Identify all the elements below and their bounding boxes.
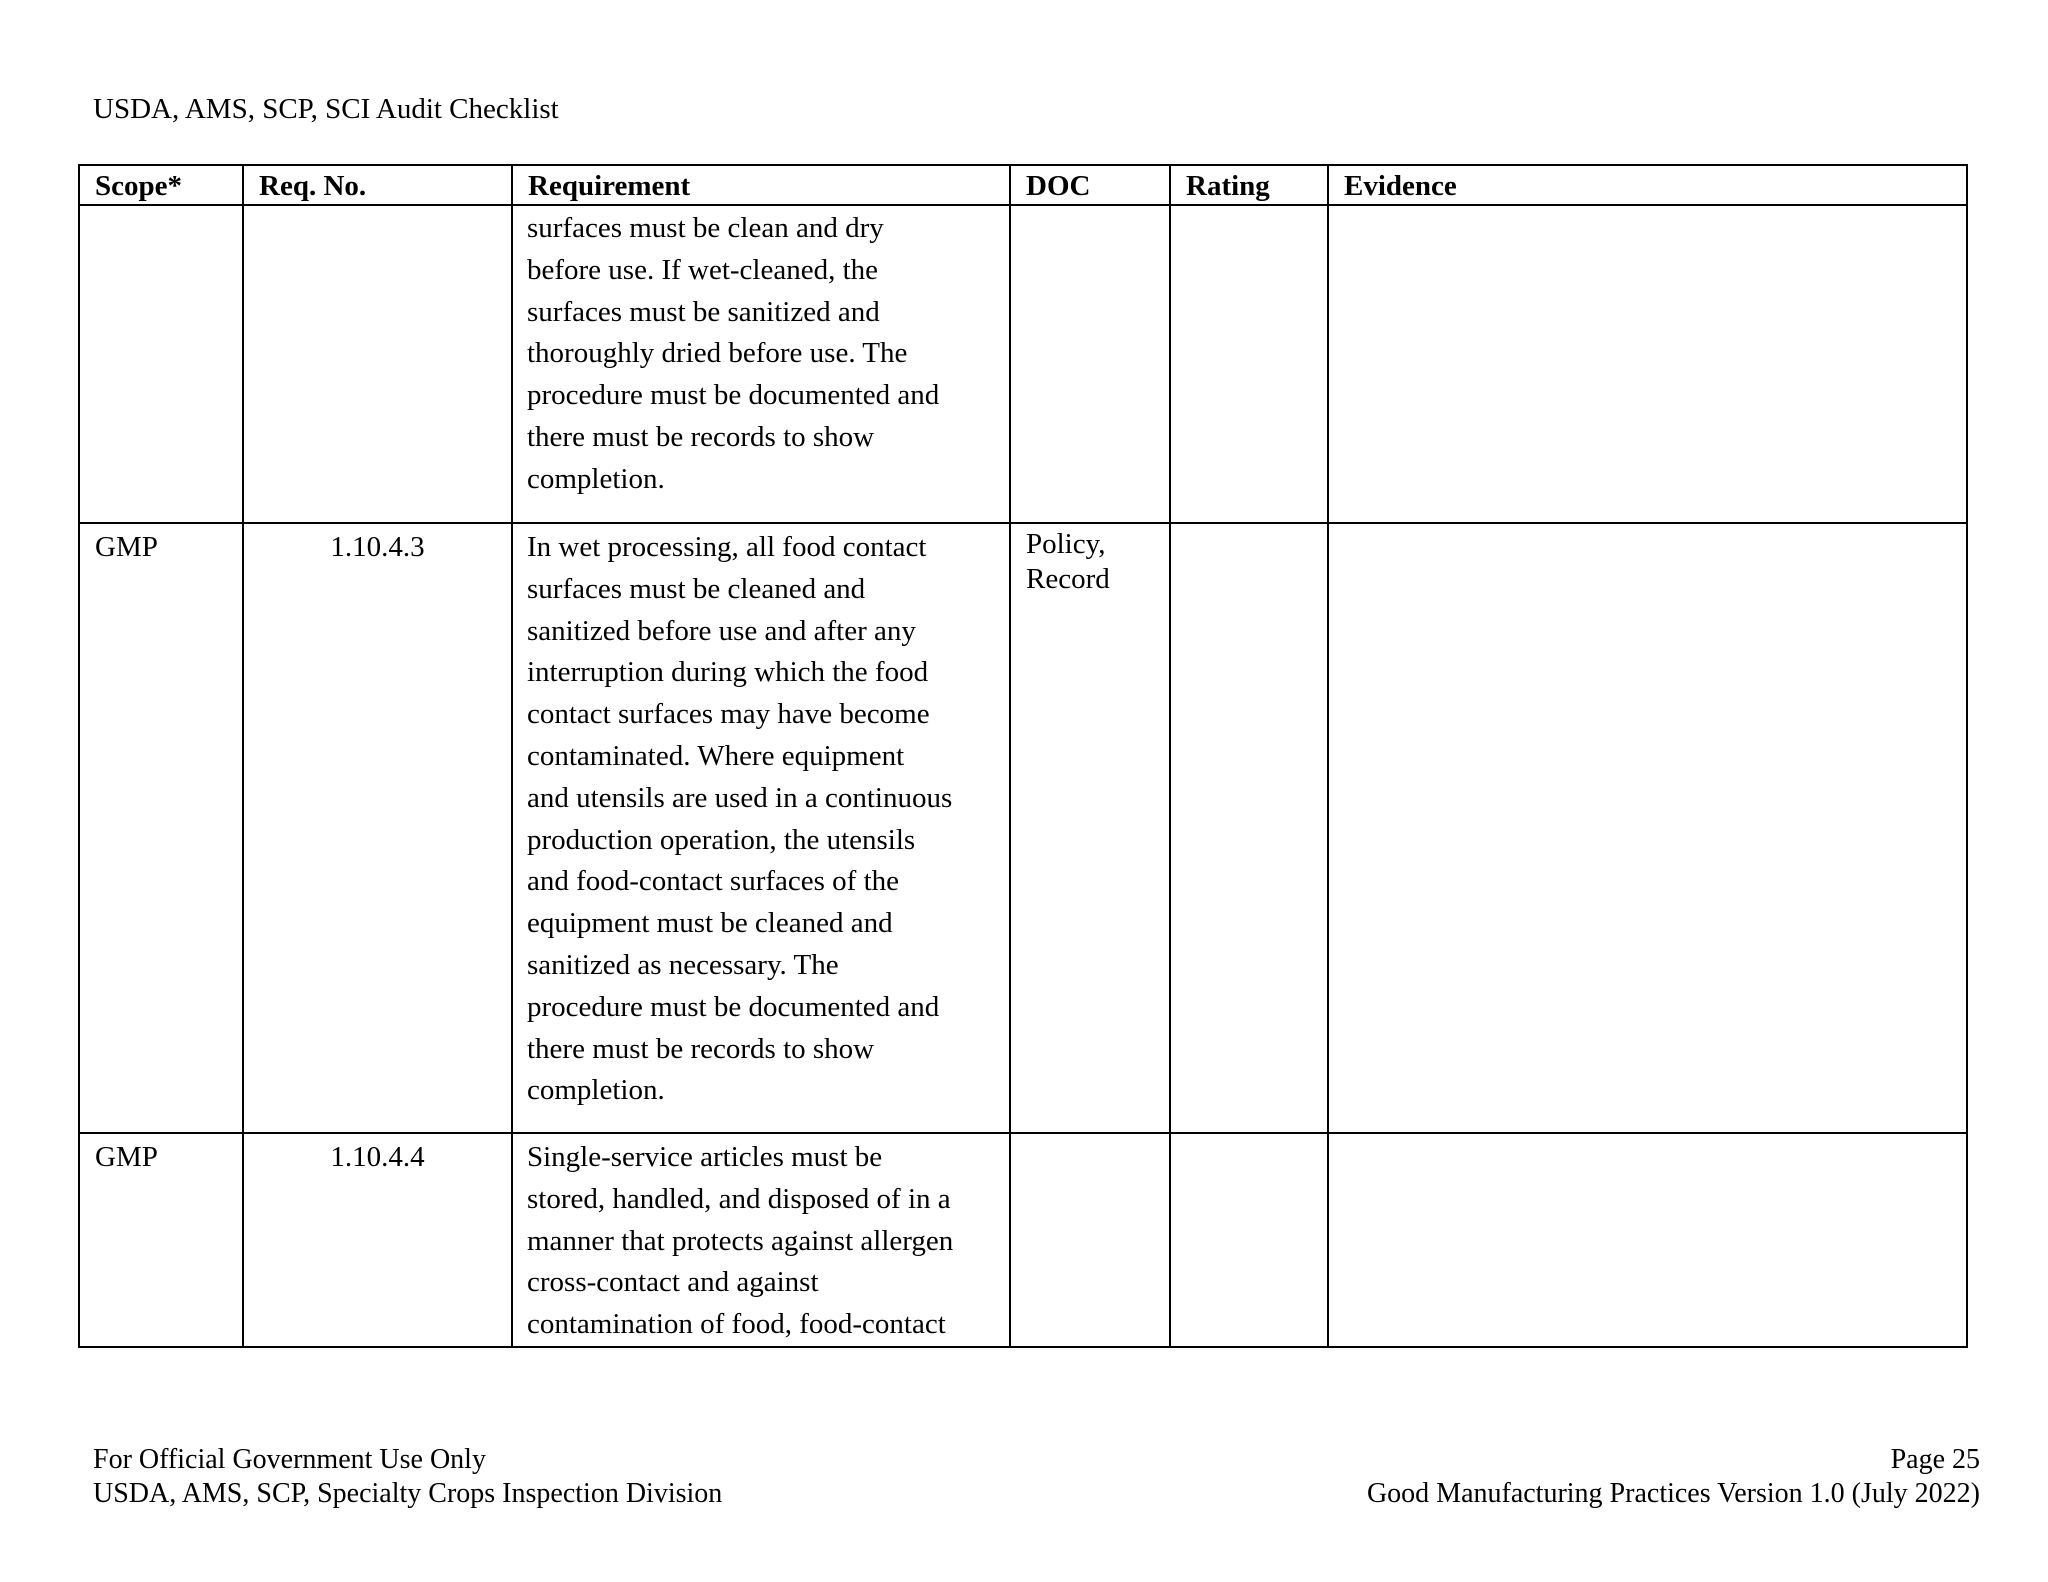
requirement-cell: In wet processing, all food contact surfaces must be cleaned and sanitized before use and after any interruption during which the food contact surfaces may have become contaminated. Where equipment and utensils are used in a continuous production operation, the utensils and food-contact surfaces of the equipment must be cleaned and sanitized as necessary. The procedure must be documented and there must be records to show completion.	[512, 523, 1010, 1133]
requirement-cell: surfaces must be clean and dry before use. If wet-cleaned, the surfaces must be sanitized and thoroughly dried before use. The procedure must be documented and there must be records to show completion.	[512, 205, 1010, 523]
rating-cell	[1170, 205, 1328, 523]
evidence-cell	[1328, 523, 1967, 1133]
column-header-rating: Rating	[1170, 165, 1328, 205]
footer-left	[93, 1443, 722, 1511]
footer-right	[1367, 1443, 1980, 1511]
rating-cell	[1170, 1133, 1328, 1347]
column-header-doc: DOC	[1010, 165, 1170, 205]
scope-cell	[79, 205, 243, 523]
rating-cell	[1170, 523, 1328, 1133]
column-header-evidence: Evidence	[1328, 165, 1967, 205]
scope-cell: GMP	[79, 523, 243, 1133]
footer-official-use: For Official Government Use Only	[93, 1444, 486, 1475]
evidence-cell	[1328, 205, 1967, 523]
table-row	[79, 1133, 1967, 1347]
column-header-req-no: Req. No.	[243, 165, 512, 205]
req-no-cell: 1.10.4.4	[243, 1133, 512, 1347]
document-title: USDA, AMS, SCP, SCI Audit Checklist	[93, 93, 559, 125]
table-row	[79, 205, 1967, 523]
footer-division: USDA, AMS, SCP, Specialty Crops Inspection Division	[93, 1478, 723, 1509]
page-number: Page 25	[1890, 1444, 1980, 1475]
column-header-requirement: Requirement	[512, 165, 1010, 205]
doc-cell	[1010, 205, 1170, 523]
table-header-row	[79, 165, 1967, 205]
req-no-cell	[243, 205, 512, 523]
doc-cell: Policy, Record	[1010, 523, 1170, 1133]
footer-version: Good Manufacturing Practices Version 1.0 (July 2022)	[1366, 1478, 1980, 1509]
scope-cell: GMP	[79, 1133, 243, 1347]
requirement-cell: Single-service articles must be stored, handled, and disposed of in a manner that protects against allergen cross-contact and against contamination of food, food-contact	[512, 1133, 1010, 1347]
column-header-scope: Scope*	[79, 165, 243, 205]
evidence-cell	[1328, 1133, 1967, 1347]
req-no-cell: 1.10.4.3	[243, 523, 512, 1133]
table-row	[79, 523, 1967, 1133]
audit-checklist-table	[78, 164, 1968, 1348]
doc-cell	[1010, 1133, 1170, 1347]
